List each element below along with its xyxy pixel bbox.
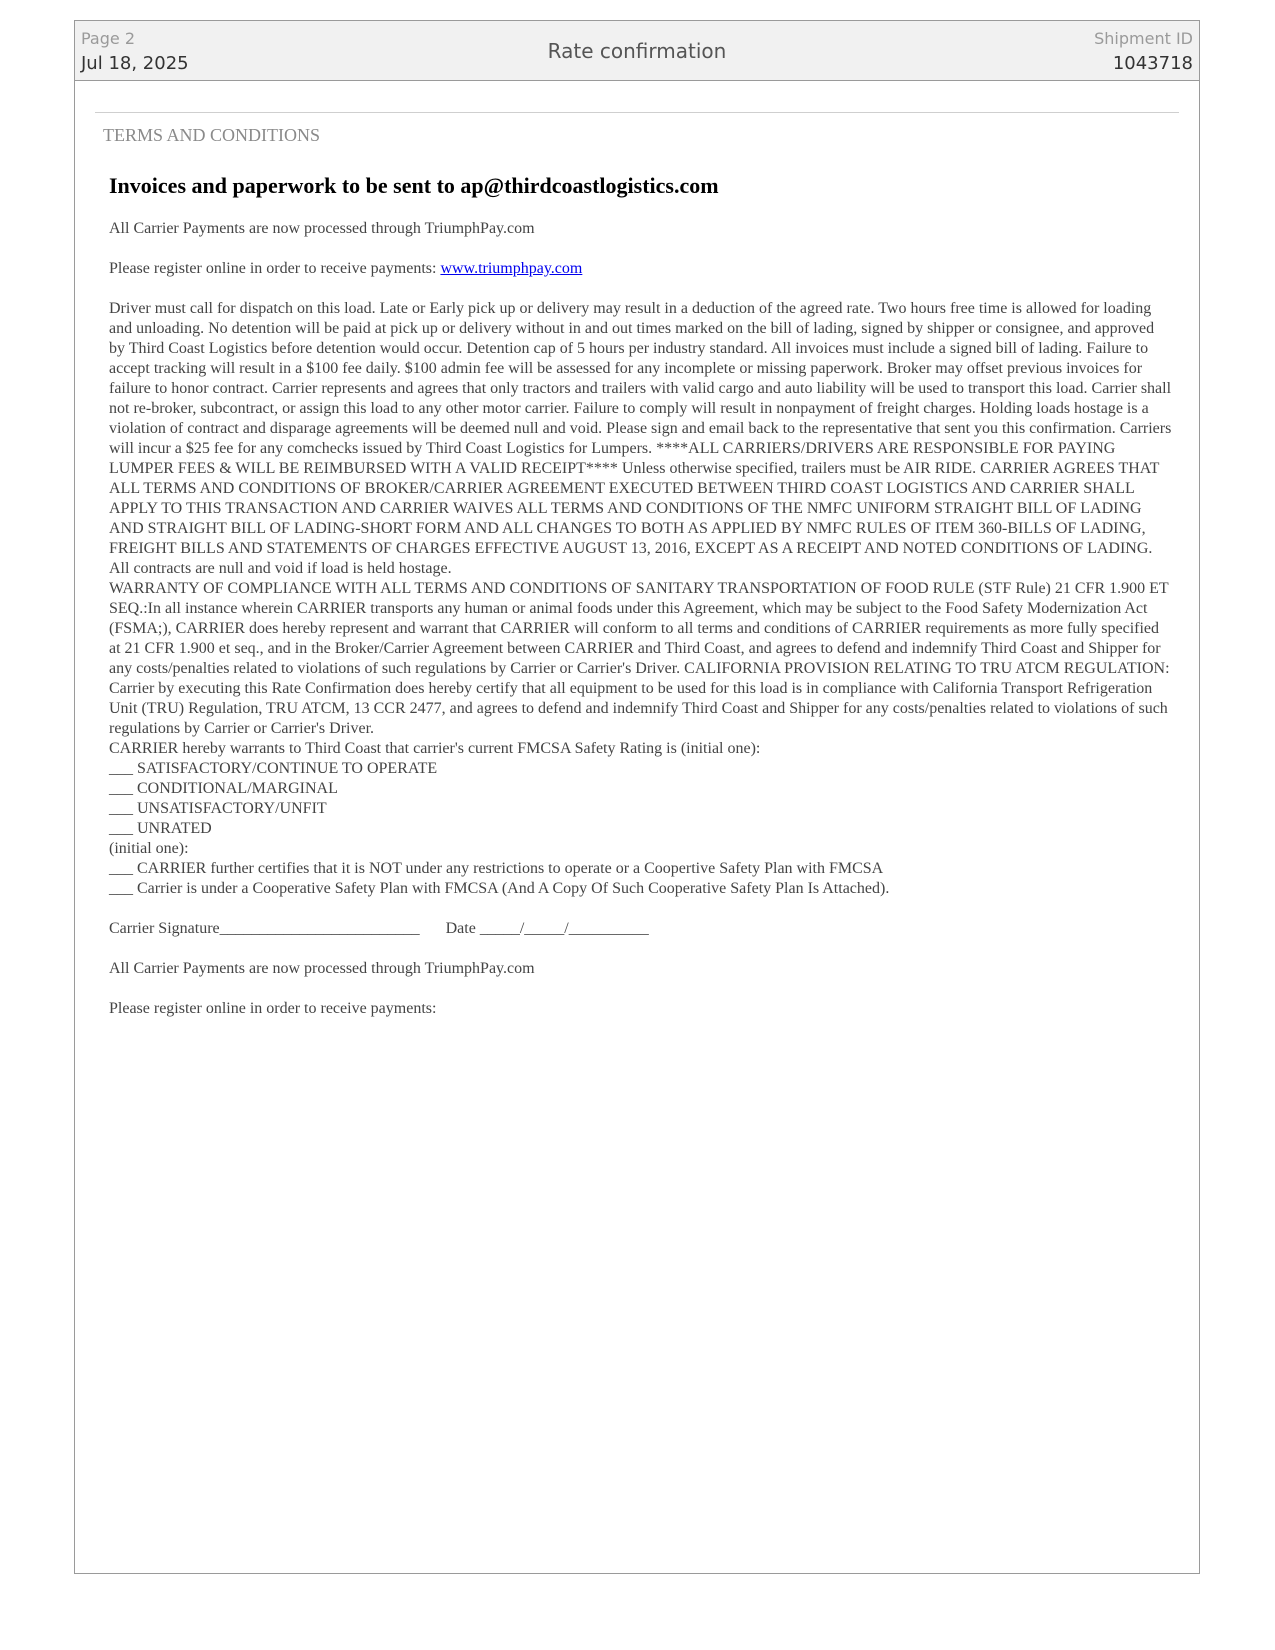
signature-row: [109, 919, 1173, 939]
shipment-id-value: 1043718: [1112, 53, 1193, 74]
signature-date-line: Date _____/_____/__________: [445, 920, 649, 937]
page-header: [75, 21, 1199, 81]
document-title: Rate confirmation: [547, 39, 727, 63]
terms-body: [109, 173, 1173, 1019]
warranty-paragraph: WARRANTY OF COMPLIANCE WITH ALL TERMS AND CONDITIONS OF SANITARY TRANSPORTATION OF FOOD RULE (STF Rule) 21 CFR 1.900 ET SEQ.:In all instance wherein CARRIER transports any human or animal foods under this Agreement, which may be subject to the Food Safety Modernization Act (FSMA;), CARRIER does hereby represent and warrant that CARRIER will conform to all terms and conditions of CARRIER requirements as more fully specified at 21 CFR 1.900 et seq., and in the Broker/Carrier Agreement between CARRIER and Third Coast, and agrees to defend and indemnify Third Coast and Shipper for any costs/penalties related to violations of such regulations by Carrier or Carrier's Driver. CALIFORNIA PROVISION RELATING TO TRU ATCM REGULATION: Carrier by executing this Rate Confirmation does hereby certify that all equipment to be used for this load is in compliance with California Transport Refrigeration Unit (TRU) Regulation, TRU ATCM, 13 CCR 2477, and agrees to defend and indemnify Third Coast and Shipper for any costs/penalties related to violations of such regulations by Carrier or Carrier's Driver.: [109, 580, 1170, 737]
certification-option: ___ CARRIER further certifies that it is NOT under any restrictions to operate or a Coopertive Safety Plan with FMCSA: [109, 860, 884, 877]
shipment-id-label: Shipment ID: [1094, 29, 1193, 48]
document-date: Jul 18, 2025: [81, 53, 189, 74]
invoice-heading: Invoices and paperwork to be sent to ap@thirdcoastlogistics.com: [109, 173, 719, 198]
section-title: TERMS AND CONDITIONS: [103, 125, 321, 145]
register-note-repeat: Please register online in order to receive payments:: [109, 1000, 437, 1017]
terms-paragraph: Driver must call for dispatch on this load. Late or Early pick up or delivery may result in a deduction of the agreed rate. Two hours free time is allowed for loading and unloading. No detention will be paid at pick up or delivery without in and out times marked on the bill of lading, signed by shipper or consignee, and approved by Third Coast Logistics before detention would occur. Detention cap of 5 hours per industry standard. All invoices must include a signed bill of lading. Failure to accept tracking will result in a $100 fee daily. $100 admin fee will be assessed for any incomplete or missing paperwork. Broker may offset previous invoices for failure to honor contract. Carrier represents and agrees that only tractors and trailers with valid cargo and auto liability will be used to transport this load. Carrier shall not re-broker, subcontract, or assign this load to any other motor carrier. Failure to comply will result in nonpayment of freight charges. Holding loads hostage is a violation of contract and disparage agreements will be deemed null and void. Please sign and email back to the representative that sent you this confirmation. Carriers will incur a $25 fee for any comchecks issued by Third Coast Logistics for Lumpers. ****ALL CARRIERS/DRIVERS ARE RESPONSIBLE FOR PAYING LUMPER FEES & WILL BE REIMBURSED WITH A VALID RECEIPT**** Unless otherwise specified, trailers must be AIR RIDE. CARRIER AGREES THAT ALL TERMS AND CONDITIONS OF BROKER/CARRIER AGREEMENT EXECUTED BETWEEN THIRD COAST LOGISTICS AND CARRIER SHALL APPLY TO THIS TRANSACTION AND CARRIER WAIVES ALL TERMS AND CONDITIONS OF THE NMFC UNIFORM STRAIGHT BILL OF LADING AND STRAIGHT BILL OF LADING-SHORT FORM AND ALL CHANGES TO BOTH AS APPLIED BY NMFC RULES OF ITEM 360-BILLS OF LADING, FREIGHT BILLS AND STATEMENTS OF CHARGES EFFECTIVE AUGUST 13, 2016, EXCEPT AS A RECEIPT AND NOTED CONDITIONS OF LADING. All contracts are null and void if load is held hostage.: [109, 300, 1172, 577]
rating-option: ___ UNSATISFACTORY/UNFIT: [109, 800, 327, 817]
payments-note: All Carrier Payments are now processed through TriumphPay.com: [109, 220, 535, 237]
page-number-label: Page 2: [81, 29, 135, 48]
page-frame: [74, 20, 1200, 1574]
triumphpay-link[interactable]: www.triumphpay.com: [440, 260, 583, 277]
carrier-signature-line: Carrier Signature_________________________: [109, 920, 420, 937]
register-note: [109, 259, 1173, 279]
certification-option: ___ Carrier is under a Cooperative Safety Plan with FMCSA (And A Copy Of Such Cooperative Safety Plan Is Attached).: [109, 880, 890, 897]
rating-option: ___ UNRATED: [109, 820, 212, 837]
rating-option: ___ SATISFACTORY/CONTINUE TO OPERATE: [109, 760, 438, 777]
rating-option: ___ CONDITIONAL/MARGINAL: [109, 780, 338, 797]
section-divider: [95, 112, 1179, 113]
payments-note-repeat: All Carrier Payments are now processed through TriumphPay.com: [109, 960, 535, 977]
initial-one-label: (initial one):: [109, 840, 189, 857]
fmcsa-intro: CARRIER hereby warrants to Third Coast that carrier's current FMCSA Safety Rating is (initial one):: [109, 740, 761, 757]
register-prefix: Please register online in order to receive payments:: [109, 260, 441, 277]
